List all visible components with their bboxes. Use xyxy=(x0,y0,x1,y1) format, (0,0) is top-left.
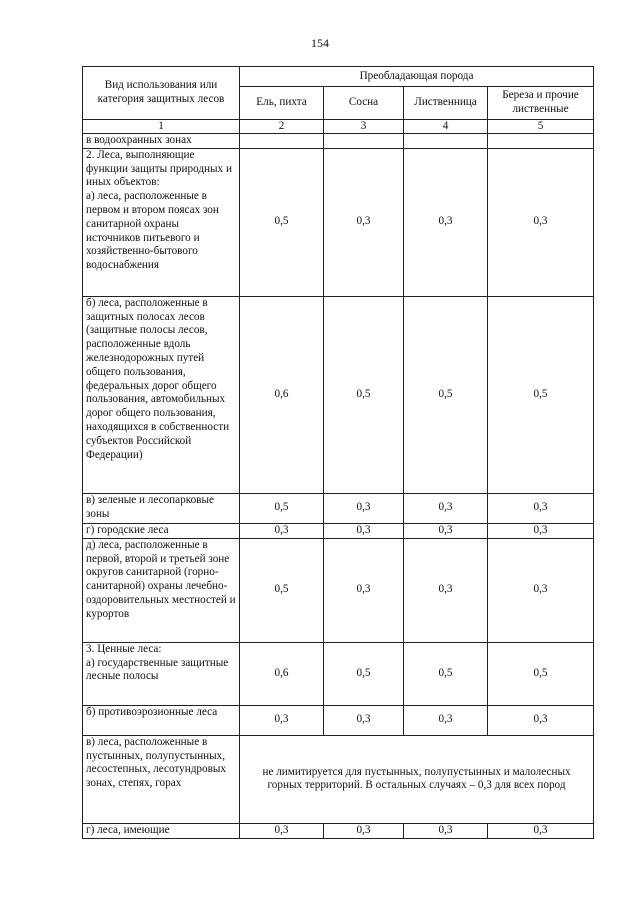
cell-value: 0,3 xyxy=(488,148,594,296)
cell-value xyxy=(488,134,594,149)
cell-value: 0,5 xyxy=(324,642,404,705)
column-number: 2 xyxy=(240,120,324,134)
table-row xyxy=(83,296,594,493)
page-number: 154 xyxy=(311,36,329,50)
header-species: Ель, пихта xyxy=(240,87,324,120)
header-species: Сосна xyxy=(324,87,404,120)
table-row xyxy=(83,642,594,705)
cell-value: 0,5 xyxy=(240,538,324,642)
cell-value: 0,3 xyxy=(324,148,404,296)
cell-value: 0,3 xyxy=(240,705,324,735)
table-row xyxy=(83,148,594,296)
row-label: б) противоэрозионные леса xyxy=(83,705,240,735)
cell-value xyxy=(324,134,404,149)
cell-value: 0,5 xyxy=(488,642,594,705)
cell-value: 0,5 xyxy=(324,296,404,493)
cell-value xyxy=(240,134,324,149)
cell-value: 0,3 xyxy=(404,493,488,523)
cell-value xyxy=(404,134,488,149)
column-number: 3 xyxy=(324,120,404,134)
table-row xyxy=(83,523,594,538)
header-species: Лиственница xyxy=(404,87,488,120)
cell-value: 0,3 xyxy=(404,823,488,838)
header-predominant-species: Преобладающая порода xyxy=(240,67,594,87)
header-row-1 xyxy=(83,67,594,87)
cell-value: 0,5 xyxy=(404,642,488,705)
row-label: в) зеленые и лесопарковые зоны xyxy=(83,493,240,523)
cell-value: 0,3 xyxy=(488,705,594,735)
cell-value: 0,3 xyxy=(488,523,594,538)
table-row xyxy=(83,538,594,642)
column-number: 1 xyxy=(83,120,240,134)
column-number: 5 xyxy=(488,120,594,134)
header-usage-type: Вид использования или категория защитных лесов xyxy=(83,67,240,120)
table-row xyxy=(83,134,594,149)
cell-value: 0,3 xyxy=(404,523,488,538)
table-row xyxy=(83,493,594,523)
cell-value: 0,3 xyxy=(404,538,488,642)
cell-value: 0,3 xyxy=(404,148,488,296)
table-row xyxy=(83,735,594,823)
cell-value: 0,5 xyxy=(240,148,324,296)
table-row xyxy=(83,823,594,838)
cell-value: 0,5 xyxy=(404,296,488,493)
cell-value: 0,3 xyxy=(324,523,404,538)
cell-value: 0,3 xyxy=(324,538,404,642)
row-label: 3. Ценные леса: а) государственные защитные лесные полосы xyxy=(83,642,240,705)
cell-value: 0,6 xyxy=(240,642,324,705)
cell-value: 0,3 xyxy=(488,538,594,642)
table-row xyxy=(83,705,594,735)
cell-value: 0,3 xyxy=(324,705,404,735)
cell-value: 0,5 xyxy=(240,493,324,523)
cell-value: 0,6 xyxy=(240,296,324,493)
cell-value: 0,3 xyxy=(324,493,404,523)
column-number-row xyxy=(83,120,594,134)
protective-forests-table xyxy=(82,66,594,839)
cell-value: 0,3 xyxy=(324,823,404,838)
cell-value: 0,3 xyxy=(488,823,594,838)
cell-value: 0,3 xyxy=(240,823,324,838)
cell-value: 0,3 xyxy=(404,705,488,735)
row-label: г) леса, имеющие xyxy=(83,823,240,838)
header-species: Береза и прочие лиственные xyxy=(488,87,594,120)
cell-value: 0,5 xyxy=(488,296,594,493)
row-label: в) леса, расположенные в пустынных, полупустынных, лесостепных, лесотундровых зонах, степях, горах xyxy=(83,735,240,823)
cell-value: 0,3 xyxy=(488,493,594,523)
row-label: б) леса, расположенные в защитных полосах лесов (защитные полосы лесов, расположенные вдоль железнодорожных путей общего пользования, федеральных дорог общего пользования, автомобильных дорог общего пользования, находящихся в собственности субъектов Российской Федерации) xyxy=(83,296,240,493)
row-label: г) городские леса xyxy=(83,523,240,538)
row-label: в водоохранных зонах xyxy=(83,134,240,149)
column-number: 4 xyxy=(404,120,488,134)
cell-value: 0,3 xyxy=(240,523,324,538)
merged-note-cell: не лимитируется для пустынных, полупустынных и малолесных горных территорий. В остальных случаях – 0,3 для всех пород xyxy=(240,735,594,823)
row-label: д) леса, расположенные в первой, второй и третьей зоне округов санитарной (горно-санитарной) охраны лечебно-оздоровительных местностей и курортов xyxy=(83,538,240,642)
row-label: 2. Леса, выполняющие функции защиты природных и иных объектов: а) леса, расположенные в первом и втором поясах зон санитарной охраны источников питьевого и хозяйственно-бытового водоснабжения xyxy=(83,148,240,296)
